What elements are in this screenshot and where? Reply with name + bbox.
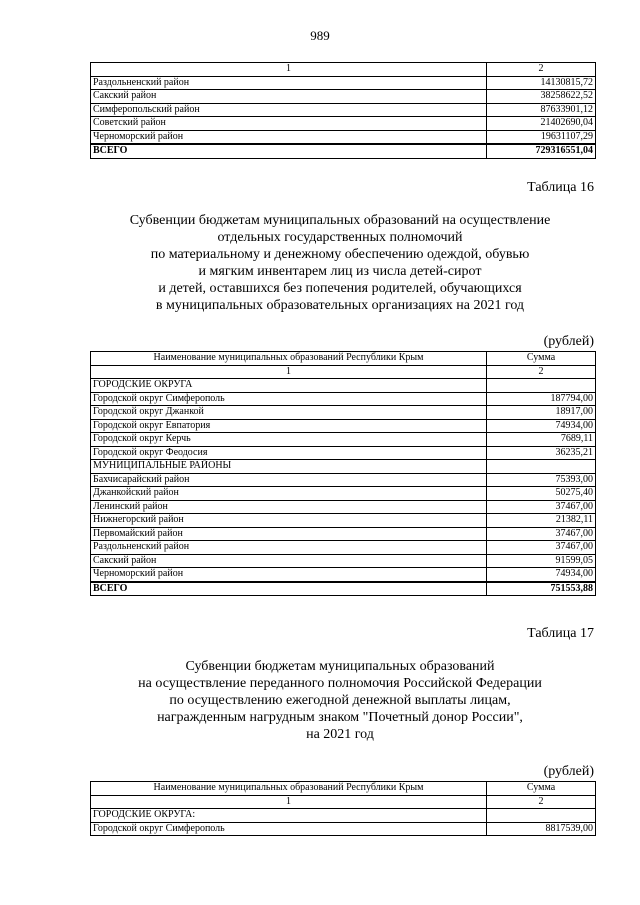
units-label: (рублей) (543, 764, 594, 779)
row-value: 75393,00 (487, 473, 596, 487)
row-value: 38258622,52 (487, 90, 596, 104)
empty-cell (487, 379, 596, 393)
row-name: Городской округ Евпатория (91, 419, 487, 433)
page-number: 989 (310, 28, 330, 43)
row-value: 21402690,04 (487, 117, 596, 131)
table-row (91, 419, 596, 433)
column-number: 1 (91, 795, 487, 809)
table-row (91, 446, 596, 460)
total-row (91, 144, 596, 158)
header-row (91, 782, 596, 796)
column-header: Сумма (487, 782, 596, 796)
row-value: 74934,00 (487, 568, 596, 582)
row-name: Сакский район (91, 554, 487, 568)
column-header: Сумма (487, 352, 596, 366)
row-value: 37467,00 (487, 527, 596, 541)
row-name: Ленинский район (91, 500, 487, 514)
table-row (91, 554, 596, 568)
section-row (91, 460, 596, 474)
table-16-label: Таблица 16 (527, 180, 594, 195)
row-name: Черноморский район (91, 130, 487, 144)
table-row (91, 822, 596, 836)
section-row (91, 379, 596, 393)
column-number: 1 (91, 365, 487, 379)
heading-line: награжденным нагрудным знаком "Почетный донор России", (157, 710, 523, 725)
table-row (91, 500, 596, 514)
units-label: (рублей) (543, 334, 594, 349)
row-name: Раздольненский район (91, 541, 487, 555)
row-name: Раздольненский район (91, 76, 487, 90)
heading-line: Субвенции бюджетам муниципальных образований (185, 659, 495, 674)
table-row (91, 76, 596, 90)
table-17-heading (60, 658, 620, 743)
row-value: 19631107,29 (487, 130, 596, 144)
column-number: 2 (487, 795, 596, 809)
column-number-row (91, 365, 596, 379)
total-label: ВСЕГО (91, 582, 487, 596)
column-header: Наименование муниципальных образований Республики Крым (91, 782, 487, 796)
heading-line: Субвенции бюджетам муниципальных образований на осуществление (129, 213, 551, 228)
heading-line: и мягким инвентарем лиц из числа детей-сирот (198, 264, 482, 279)
table-row (91, 527, 596, 541)
row-name: Черноморский район (91, 568, 487, 582)
section-label: ГОРОДСКИЕ ОКРУГА: (91, 809, 487, 823)
heading-line: и детей, оставшихся без попечения родителей, обучающихся (158, 281, 522, 296)
row-value: 21382,11 (487, 514, 596, 528)
total-row (91, 582, 596, 596)
empty-cell (487, 460, 596, 474)
total-value: 751553,88 (487, 582, 596, 596)
table-row (91, 568, 596, 582)
row-name: Сакский район (91, 90, 487, 104)
table-row (91, 130, 596, 144)
row-name: Городской округ Джанкой (91, 406, 487, 420)
table-row (91, 392, 596, 406)
table-row (91, 433, 596, 447)
heading-line: отдельных государственных полномочий (217, 230, 463, 245)
table-row (91, 473, 596, 487)
row-value: 87633901,12 (487, 103, 596, 117)
table-row (91, 103, 596, 117)
column-number: 2 (487, 365, 596, 379)
row-value: 37467,00 (487, 541, 596, 555)
row-name: Нижнегорский район (91, 514, 487, 528)
table-row (91, 541, 596, 555)
total-value: 729316551,04 (487, 144, 596, 158)
table-15-continuation (90, 62, 596, 159)
table-row (91, 406, 596, 420)
table-16-heading (60, 212, 620, 314)
table-row (91, 514, 596, 528)
row-value: 74934,00 (487, 419, 596, 433)
empty-cell (487, 809, 596, 823)
total-label: ВСЕГО (91, 144, 487, 158)
row-value: 91599,05 (487, 554, 596, 568)
row-value: 7689,11 (487, 433, 596, 447)
column-number-row (91, 63, 596, 77)
header-row (91, 352, 596, 366)
section-label: МУНИЦИПАЛЬНЫЕ РАЙОНЫ (91, 460, 487, 474)
row-value: 8817539,00 (487, 822, 596, 836)
row-name: Городской округ Симферополь (91, 392, 487, 406)
row-name: Джанкойский район (91, 487, 487, 501)
row-name: Советский район (91, 117, 487, 131)
row-value: 36235,21 (487, 446, 596, 460)
row-value: 50275,40 (487, 487, 596, 501)
column-header: Наименование муниципальных образований Республики Крым (91, 352, 487, 366)
heading-line: на осуществление переданного полномочия Российской Федерации (138, 676, 542, 691)
column-number: 2 (487, 63, 596, 77)
heading-line: в муниципальных образовательных организациях на 2021 год (155, 298, 525, 313)
row-name: Городской округ Феодосия (91, 446, 487, 460)
section-label: ГОРОДСКИЕ ОКРУГА (91, 379, 487, 393)
column-number: 1 (91, 63, 487, 77)
row-value: 187794,00 (487, 392, 596, 406)
row-name: Симферопольский район (91, 103, 487, 117)
heading-line: на 2021 год (306, 727, 374, 742)
row-name: Городской округ Симферополь (91, 822, 487, 836)
row-name: Бахчисарайский район (91, 473, 487, 487)
table-17 (90, 781, 596, 836)
row-value: 37467,00 (487, 500, 596, 514)
table-16 (90, 351, 596, 596)
table-row (91, 487, 596, 501)
table-row (91, 90, 596, 104)
section-row (91, 809, 596, 823)
row-name: Первомайский район (91, 527, 487, 541)
heading-line: по осуществлению ежегодной денежной выплаты лицам, (169, 693, 511, 708)
table-row (91, 117, 596, 131)
column-number-row (91, 795, 596, 809)
row-name: Городской округ Керчь (91, 433, 487, 447)
heading-line: по материальному и денежному обеспечению одеждой, обувью (150, 247, 530, 262)
row-value: 14130815,72 (487, 76, 596, 90)
row-value: 18917,00 (487, 406, 596, 420)
table-17-label: Таблица 17 (527, 626, 594, 641)
